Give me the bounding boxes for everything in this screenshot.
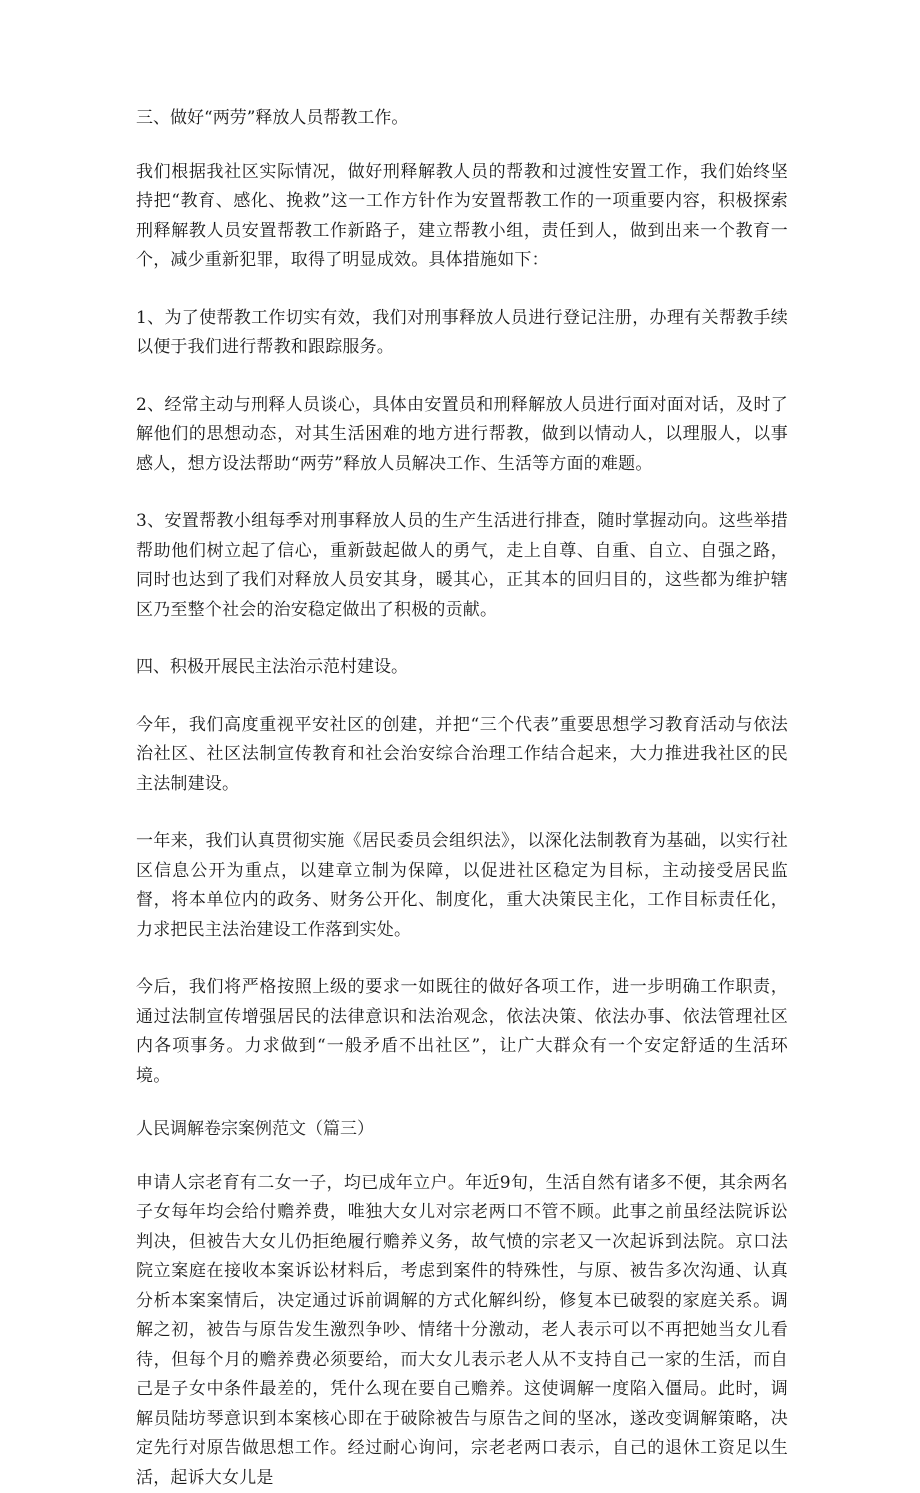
paragraph-one-year: 一年来，我们认真贯彻实施《居民委员会组织法》，以深化法制教育为基础，以实行社区信息公开为重点，以建章立制为保障，以促进社区稳定为目标，主动接受居民监督，将本单位内的政务、财务公开化、制度化，重大决策民主化，工作目标责任化，力求把民主法治建设工作落到实处。 [136, 827, 788, 945]
paragraph-future: 今后，我们将严格按照上级的要求一如既往的做好各项工作，进一步明确工作职责，通过法制宣传增强居民的法律意识和法治观念，依法决策、依法办事、依法管理社区内各项事务。力求做到“一般矛盾不出社区”，让广大群众有一个安定舒适的生活环境。 [136, 973, 788, 1091]
paragraph-measure-2: 2、经常主动与刑释人员谈心，具体由安置员和刑释解放人员进行面对面对话，及时了解他们的思想动态，对其生活困难的地方进行帮教，做到以情动人，以理服人，以事感人，想方设法帮助“两劳”释放人员解决工作、生活等方面的难题。 [136, 391, 788, 480]
paragraph-measure-1: 1、为了使帮教工作切实有效，我们对刑事释放人员进行登记注册，办理有关帮教手续以便于我们进行帮教和跟踪服务。 [136, 304, 788, 363]
paragraph-this-year: 今年，我们高度重视平安社区的创建，并把“三个代表”重要思想学习教育活动与依法治社区、社区法制宣传教育和社会治安综合治理工作结合起来，大力推进我社区的民主法制建设。 [136, 711, 788, 800]
document-body [136, 104, 788, 1493]
paragraph-measure-3: 3、安置帮教小组每季对刑事释放人员的生产生活进行排查，随时掌握动向。这些举措帮助他们树立起了信心，重新鼓起做人的勇气，走上自尊、自重、自立、自强之路，同时也达到了我们对释放人员安其身，暖其心，正其本的回归目的，这些都为维护辖区乃至整个社会的治安稳定做出了积极的贡献。 [136, 507, 788, 625]
section-heading-3: 三、做好“两劳”释放人员帮教工作。 [136, 104, 788, 134]
section-heading-4: 四、积极开展民主法治示范村建设。 [136, 653, 788, 683]
article-title: 人民调解卷宗案例范文（篇三） [136, 1115, 788, 1145]
paragraph-intro: 我们根据我社区实际情况，做好刑释解教人员的帮教和过渡性安置工作，我们始终坚持把“教育、感化、挽救”这一工作方针作为安置帮教工作的一项重要内容，积极探索刑释解教人员安置帮教工作新路子，建立帮教小组，责任到人，做到出来一个教育一个，减少重新犯罪，取得了明显成效。具体措施如下： [136, 158, 788, 276]
paragraph-case: 申请人宗老育有二女一子，均已成年立户。年近9旬，生活自然有诸多不便，其余两名子女每年均会给付赡养费，唯独大女儿对宗老两口不管不顾。此事之前虽经法院诉讼判决，但被告大女儿仍拒绝履行赡养义务，故气愤的宗老又一次起诉到法院。京口法院立案庭在接收本案诉讼材料后，考虑到案件的特殊性，与原、被告多次沟通、认真分析本案案情后，决定通过诉前调解的方式化解纠纷，修复本已破裂的家庭关系。调解之初，被告与原告发生激烈争吵、情绪十分激动，老人表示可以不再把她当女儿看待，但每个月的赡养费必须要给，而大女儿表示老人从不支持自己一家的生活，而自己是子女中条件最差的，凭什么现在要自己赡养。这使调解一度陷入僵局。此时，调解员陆坊琴意识到本案核心即在于破除被告与原告之间的坚冰，遂改变调解策略，决定先行对原告做思想工作。经过耐心询问，宗老老两口表示，自己的退休工资足以生活，起诉大女儿是 [136, 1169, 788, 1493]
